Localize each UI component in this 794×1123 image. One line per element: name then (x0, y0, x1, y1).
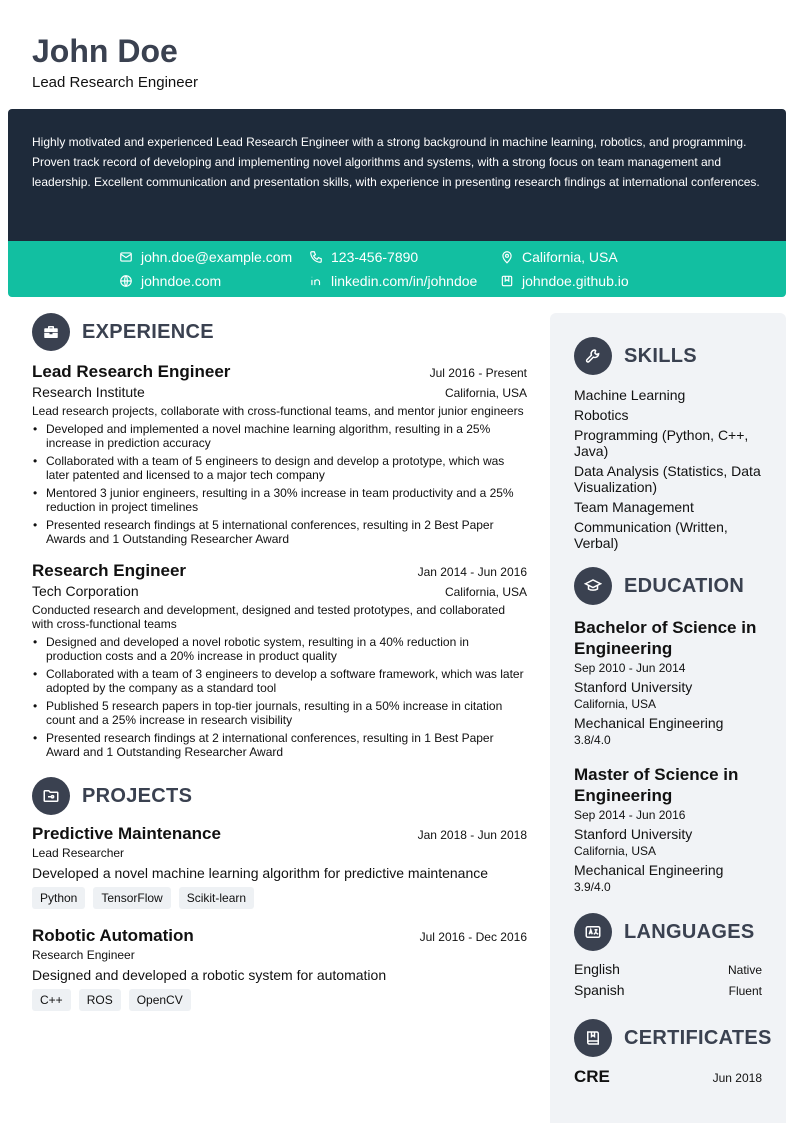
website-text: johndoe.com (141, 273, 222, 289)
gpa: 3.8/4.0 (574, 733, 611, 747)
job-date: Jul 2016 - Present (429, 366, 527, 380)
edu-date: Sep 2014 - Jun 2016 (574, 808, 686, 822)
wrench-icon (574, 337, 612, 375)
job-title: Lead Research Engineer (32, 362, 231, 381)
job-title: Research Engineer (32, 561, 187, 580)
projects-heading (32, 777, 527, 815)
project-tags (32, 887, 527, 909)
certificates-section (574, 1019, 772, 1087)
contact-location (500, 247, 618, 267)
skills-heading (574, 337, 762, 375)
certificate-date: Jun 2018 (712, 1071, 762, 1085)
phone-icon (309, 250, 323, 264)
summary-text: Highly motivated and experienced Lead Research Engineer with a strong background in machine learning, robotics, and programming. Proven track record of developing and implementing novel algorithms and systems, with a strong focus on team management and leadership. Excellent communication and presentation skills, with experience in presenting research findings at international conferences. (32, 135, 760, 189)
mail-icon (119, 250, 133, 264)
project-entry (32, 823, 527, 909)
skill-item: Programming (Python, C++, Java) (574, 427, 749, 459)
list-item: • Collaborated with a team of 3 engineers to develop a software framework, which was later adopted by the company as a standard tool (32, 667, 527, 695)
degree: Bachelor of Science in Engineering (574, 618, 757, 658)
project-description: Developed a novel machine learning algorithm for predictive maintenance (32, 865, 489, 881)
language-row (574, 959, 762, 980)
education-entry (574, 764, 762, 895)
field-of-study: Mechanical Engineering (574, 715, 724, 731)
candidate-name: John Doe (32, 33, 178, 69)
gpa: 3.9/4.0 (574, 880, 611, 894)
skill-item: Machine Learning (574, 387, 686, 403)
sidebar (550, 313, 786, 1123)
linkedin-text: linkedin.com/in/johndoe (331, 273, 478, 289)
language-name: Spanish (574, 982, 625, 998)
list-item: • Collaborated with a team of 5 engineers to design and develop a prototype, which was later patented and licensed to a major tech company (32, 454, 527, 482)
linkedin-icon (309, 274, 323, 288)
book-icon (574, 1019, 612, 1057)
tag: TensorFlow (93, 887, 170, 909)
certificates-heading (574, 1019, 772, 1057)
tag: ROS (79, 989, 121, 1011)
job-date: Jan 2014 - Jun 2016 (417, 565, 527, 579)
degree: Master of Science in Engineering (574, 765, 739, 805)
candidate-title: Lead Research Engineer (32, 74, 198, 91)
job-summary: Lead research projects, collaborate with cross-functional teams, and mentor junior engineers (32, 404, 524, 418)
edu-location: California, USA (574, 697, 657, 711)
resume-header (32, 33, 198, 92)
project-name: Predictive Maintenance (32, 824, 221, 843)
project-name: Robotic Automation (32, 926, 194, 945)
field-of-study: Mechanical Engineering (574, 862, 724, 878)
phone-text: 123-456-7890 (331, 249, 419, 265)
contact-phone[interactable] (309, 247, 418, 267)
languages-heading (574, 913, 762, 951)
certificates-title: CERTIFICATES (624, 1026, 772, 1049)
language-row (574, 980, 762, 1001)
list-item: • Presented research findings at 5 international conferences, resulting in 2 Best Paper Awards and 1 Outstanding Researcher Award (32, 518, 527, 546)
edu-location: California, USA (574, 844, 657, 858)
list-item: • Published 5 research papers in top-tier journals, resulting in a 50% increase in citation count and a 25% increase in research visibility (32, 699, 527, 727)
list-item: • Mentored 3 junior engineers, resulting in a 30% increase in team productivity and a 25% reduction in project timelines (32, 486, 527, 514)
skill-item: Communication (Written, Verbal) (574, 519, 728, 551)
school: Stanford University (574, 826, 693, 842)
job-company: Research Institute (32, 384, 145, 400)
skill-item: Robotics (574, 407, 629, 423)
experience-entry (32, 560, 527, 759)
project-date: Jul 2016 - Dec 2016 (419, 930, 527, 944)
projects-title: PROJECTS (82, 784, 193, 807)
project-tags (32, 989, 527, 1011)
job-location: California, USA (444, 585, 527, 599)
skills-section (574, 337, 762, 551)
list-item: • Presented research findings at 2 international conferences, resulting in 1 Best Paper Award and 1 Outstanding Researcher Award (32, 731, 527, 759)
experience-heading (32, 313, 527, 351)
job-summary: Conducted research and development, designed and tested prototypes, and collaborated with cross-functional teams (32, 603, 505, 631)
map-pin-icon (500, 250, 514, 264)
skill-item: Team Management (574, 499, 694, 515)
job-bullets (32, 422, 527, 546)
contact-github[interactable] (500, 271, 629, 291)
experience-entry (32, 361, 527, 546)
experience-title: EXPERIENCE (82, 320, 214, 343)
email-text: john.doe@example.com (141, 249, 293, 265)
job-company: Tech Corporation (32, 583, 139, 599)
project-role: Research Engineer (32, 948, 135, 962)
location-text: California, USA (522, 249, 618, 265)
project-entry (32, 925, 527, 1011)
main-column (32, 313, 527, 1011)
contact-email[interactable] (119, 247, 292, 267)
tag: C++ (32, 989, 71, 1011)
education-section (574, 567, 762, 895)
briefcase-icon (32, 313, 70, 351)
project-description: Designed and developed a robotic system for automation (32, 967, 387, 983)
list-item: • Developed and implemented a novel machine learning algorithm, resulting in a 25% increase in prediction accuracy (32, 422, 527, 450)
edu-date: Sep 2010 - Jun 2014 (574, 661, 686, 675)
translate-icon (574, 913, 612, 951)
list-item: • Designed and developed a novel robotic system, resulting in a 40% reduction in production costs and a 20% increase in product quality (32, 635, 527, 663)
github-text: johndoe.github.io (522, 273, 629, 289)
contact-website[interactable] (119, 271, 221, 291)
tag: Scikit-learn (179, 887, 254, 909)
certificate-name: CRE (574, 1067, 610, 1086)
languages-section (574, 913, 762, 1001)
globe-icon (119, 274, 133, 288)
education-heading (574, 567, 762, 605)
graduation-cap-icon (574, 567, 612, 605)
project-date: Jan 2018 - Jun 2018 (417, 828, 527, 842)
skills-title: SKILLS (624, 344, 697, 367)
school: Stanford University (574, 679, 693, 695)
portfolio-icon (500, 274, 514, 288)
certificate-row (574, 1067, 762, 1087)
summary-box (8, 109, 786, 241)
education-title: EDUCATION (624, 574, 745, 597)
project-role: Lead Researcher (32, 846, 125, 860)
folder-icon (32, 777, 70, 815)
education-entry (574, 617, 762, 748)
contact-bar (8, 241, 786, 297)
tag: OpenCV (129, 989, 191, 1011)
language-name: English (574, 961, 620, 977)
language-level: Fluent (728, 984, 762, 998)
job-bullets (32, 635, 527, 759)
skill-item: Data Analysis (Statistics, Data Visualization) (574, 463, 761, 495)
contact-linkedin[interactable] (309, 271, 477, 291)
language-level: Native (727, 963, 762, 977)
tag: Python (32, 887, 85, 909)
languages-title: LANGUAGES (624, 920, 755, 943)
job-location: California, USA (444, 386, 527, 400)
